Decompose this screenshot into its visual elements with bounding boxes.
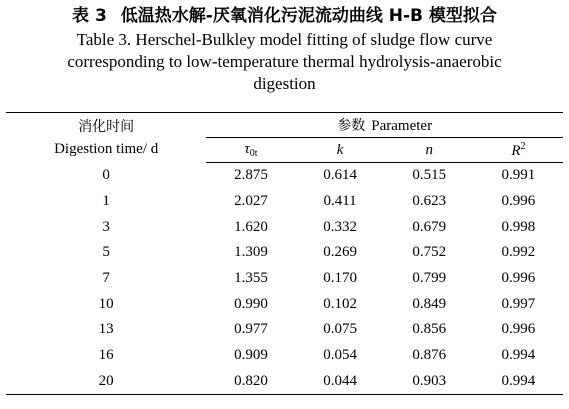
n-cell: 0.849 (412, 295, 447, 312)
digestion-time-cell: 5 (102, 244, 110, 261)
table-caption (0, 0, 569, 95)
r2-cell: 0.996 (501, 321, 536, 338)
digestion-time-cell: 0 (102, 167, 110, 184)
digestion-time-cell: 1 (102, 193, 110, 210)
parameter-header-en: Parameter (371, 118, 433, 134)
tau-cell: 1.620 (234, 218, 268, 235)
tau-cell: 0.990 (234, 295, 268, 312)
table-body (6, 163, 563, 395)
table-row (6, 189, 563, 215)
k-cell: 0.054 (323, 347, 357, 364)
k-cell: 0.044 (296, 369, 385, 395)
tau-cell: 1.355 (234, 270, 268, 287)
r2-cell: 0.997 (501, 295, 536, 312)
table-row (6, 163, 563, 189)
digestion-time-cell: 16 (98, 347, 114, 364)
k-cell: 0.102 (323, 295, 357, 312)
r2-cell: 0.992 (501, 244, 536, 261)
n-cell: 0.752 (412, 244, 447, 261)
r2-cell: 0.991 (501, 167, 536, 184)
n-cell: 0.679 (412, 218, 447, 235)
tau-cell: 2.875 (234, 167, 268, 184)
n-cell: 0.799 (412, 270, 447, 287)
k-header: k (296, 138, 385, 163)
r-symbol: R (511, 142, 521, 159)
caption-english (0, 27, 569, 95)
k-cell: 0.269 (323, 244, 357, 261)
r2-cell: 0.996 (501, 270, 536, 287)
r2-cell: 0.994 (474, 369, 563, 395)
table-row (6, 343, 563, 369)
tau-cell: 2.027 (234, 193, 268, 210)
tau-header (206, 138, 295, 163)
r2-cell: 0.996 (501, 193, 536, 210)
table-row (6, 214, 563, 240)
caption-english-line: Table 3. Herschel-Bulkley model fitting of sludge flow curve (76, 30, 493, 49)
r2-header (474, 138, 563, 163)
tau-subscript: 0t (249, 148, 258, 159)
caption-chinese (0, 0, 569, 27)
parameter-header (206, 113, 563, 138)
digestion-time-header (6, 113, 206, 163)
table-row (6, 266, 563, 292)
k-cell: 0.170 (323, 270, 357, 287)
digestion-time-cell: 10 (98, 295, 114, 312)
digestion-time-cell: 20 (6, 369, 206, 395)
table-row (6, 369, 563, 395)
digestion-time-cell: 7 (102, 270, 110, 287)
n-cell: 0.903 (385, 369, 474, 395)
digestion-time-header-cn: 消化时间 (78, 118, 135, 135)
tau-cell: 0.820 (206, 369, 295, 395)
table-row (6, 240, 563, 266)
digestion-time-cell: 13 (98, 321, 114, 338)
tau-cell: 0.909 (234, 347, 268, 364)
caption-chinese-title: 低温热水解-厌氧消化污泥流动曲线 H-B 模型拟合 (120, 6, 497, 26)
tau-cell: 1.309 (234, 244, 268, 261)
k-cell: 0.614 (323, 167, 357, 184)
table-row (6, 317, 563, 343)
caption-english-line: corresponding to low-temperature thermal hydrolysis-anaerobic (67, 52, 502, 71)
n-cell: 0.876 (412, 347, 447, 364)
n-cell: 0.623 (412, 193, 447, 210)
hb-model-table (6, 112, 563, 395)
caption-chinese-label: 表 3 (72, 6, 107, 26)
digestion-time-cell: 3 (102, 218, 110, 235)
r2-cell: 0.994 (501, 347, 536, 364)
caption-english-line: digestion (253, 74, 316, 93)
r2-cell: 0.998 (501, 218, 536, 235)
digestion-time-header-en: Digestion time/ d (54, 140, 159, 157)
n-cell: 0.856 (412, 321, 447, 338)
n-cell: 0.515 (412, 167, 447, 184)
r-superscript: 2 (520, 140, 526, 152)
n-header: n (385, 138, 474, 163)
k-cell: 0.332 (323, 218, 357, 235)
k-cell: 0.075 (323, 321, 357, 338)
parameter-header-cn: 参数 (337, 118, 366, 134)
table-row (6, 291, 563, 317)
tau-symbol: τ (244, 141, 250, 157)
tau-cell: 0.977 (234, 321, 268, 338)
table-header-row (6, 113, 563, 138)
k-cell: 0.411 (323, 193, 357, 210)
